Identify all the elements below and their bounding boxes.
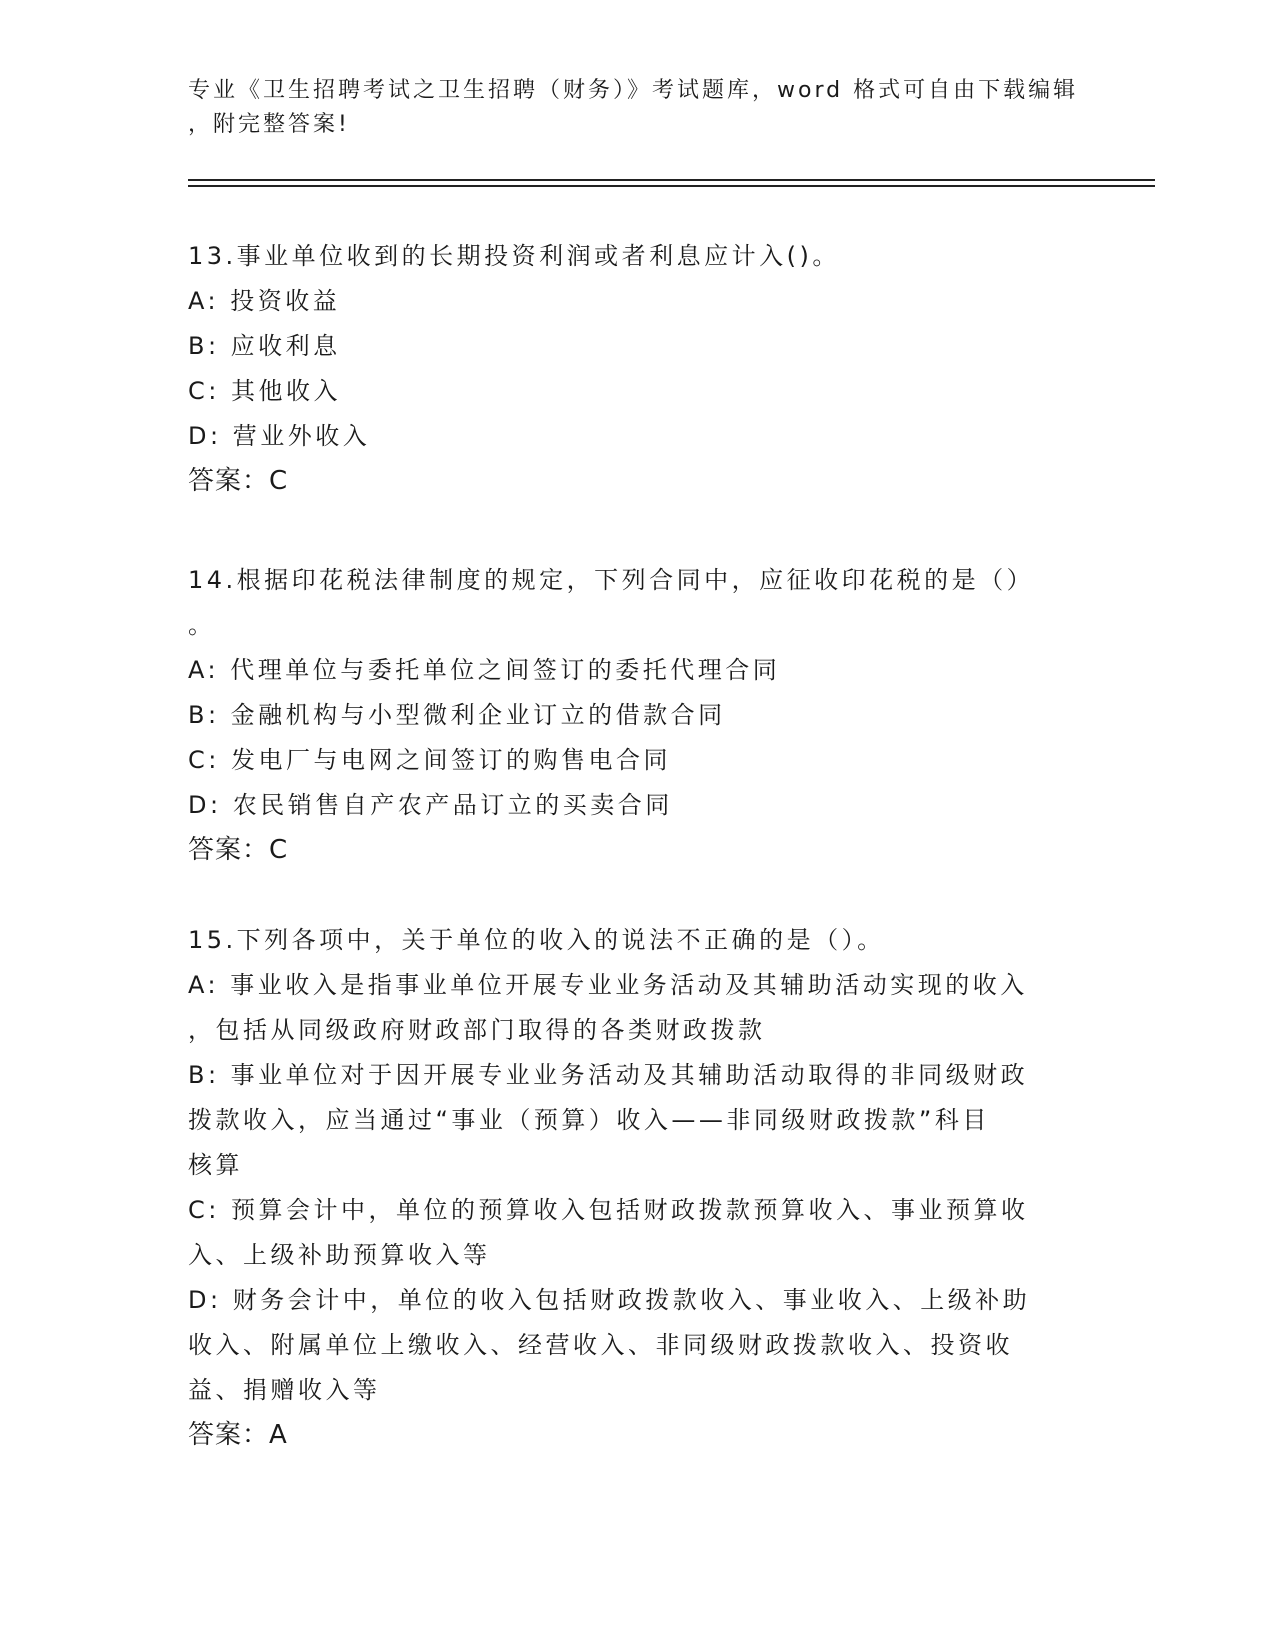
option-b: B: 金融机构与小型微利企业订立的借款合同 — [188, 701, 726, 729]
option-d-continued: 益、捐赠收入等 — [188, 1376, 381, 1404]
option-c-continued: 入、上级补助预算收入等 — [188, 1241, 491, 1269]
option-d: D: 农民销售自产农产品订立的买卖合同 — [188, 791, 673, 819]
option-a-continued: ，包括从同级政府财政部门取得的各类财政拨款 — [188, 1016, 766, 1044]
question-text: 13.事业单位收到的长期投资利润或者利息应计入()。 — [188, 242, 840, 270]
header-divider — [188, 179, 1155, 181]
answer: 答案：C — [188, 466, 289, 496]
question-13 — [188, 234, 1083, 504]
option-b: B: 应收利息 — [188, 332, 341, 360]
answer: 答案：C — [188, 835, 289, 865]
header-divider — [188, 185, 1155, 187]
header-line: 专业《卫生招聘考试之卫生招聘（财务）》考试题库，word 格式可自由下载编辑 — [188, 78, 1079, 103]
option-d: D: 财务会计中，单位的收入包括财政拨款收入、事业收入、上级补助 — [188, 1286, 1031, 1314]
option-d: D: 营业外收入 — [188, 422, 371, 450]
document-header — [188, 74, 1079, 142]
option-a: A: 投资收益 — [188, 287, 341, 315]
option-c: C: 预算会计中，单位的预算收入包括财政拨款预算收入、事业预算收 — [188, 1196, 1029, 1224]
question-14 — [188, 558, 1083, 873]
option-d-continued: 收入、附属单位上缴收入、经营收入、非同级财政拨款收入、投资收 — [188, 1331, 1013, 1359]
option-c: C: 发电厂与电网之间签订的购售电合同 — [188, 746, 671, 774]
option-a: A: 事业收入是指事业单位开展专业业务活动及其辅助活动实现的收入 — [188, 971, 1028, 999]
question-text: 。 — [188, 611, 216, 639]
option-b-continued: 拨款收入，应当通过“事业（预算）收入——非同级财政拨款”科目 — [188, 1106, 990, 1134]
question-text: 15.下列各项中，关于单位的收入的说法不正确的是（）。 — [188, 926, 885, 954]
option-a: A: 代理单位与委托单位之间签订的委托代理合同 — [188, 656, 781, 684]
option-b-continued: 核算 — [188, 1151, 243, 1179]
header-line: ，附完整答案! — [188, 112, 350, 137]
answer: 答案：A — [188, 1420, 288, 1450]
question-15 — [188, 918, 1083, 1458]
option-c: C: 其他收入 — [188, 377, 341, 405]
question-text: 14.根据印花税法律制度的规定，下列合同中，应征收印花税的是（） — [188, 566, 1035, 594]
option-b: B: 事业单位对于因开展专业业务活动及其辅助活动取得的非同级财政 — [188, 1061, 1029, 1089]
